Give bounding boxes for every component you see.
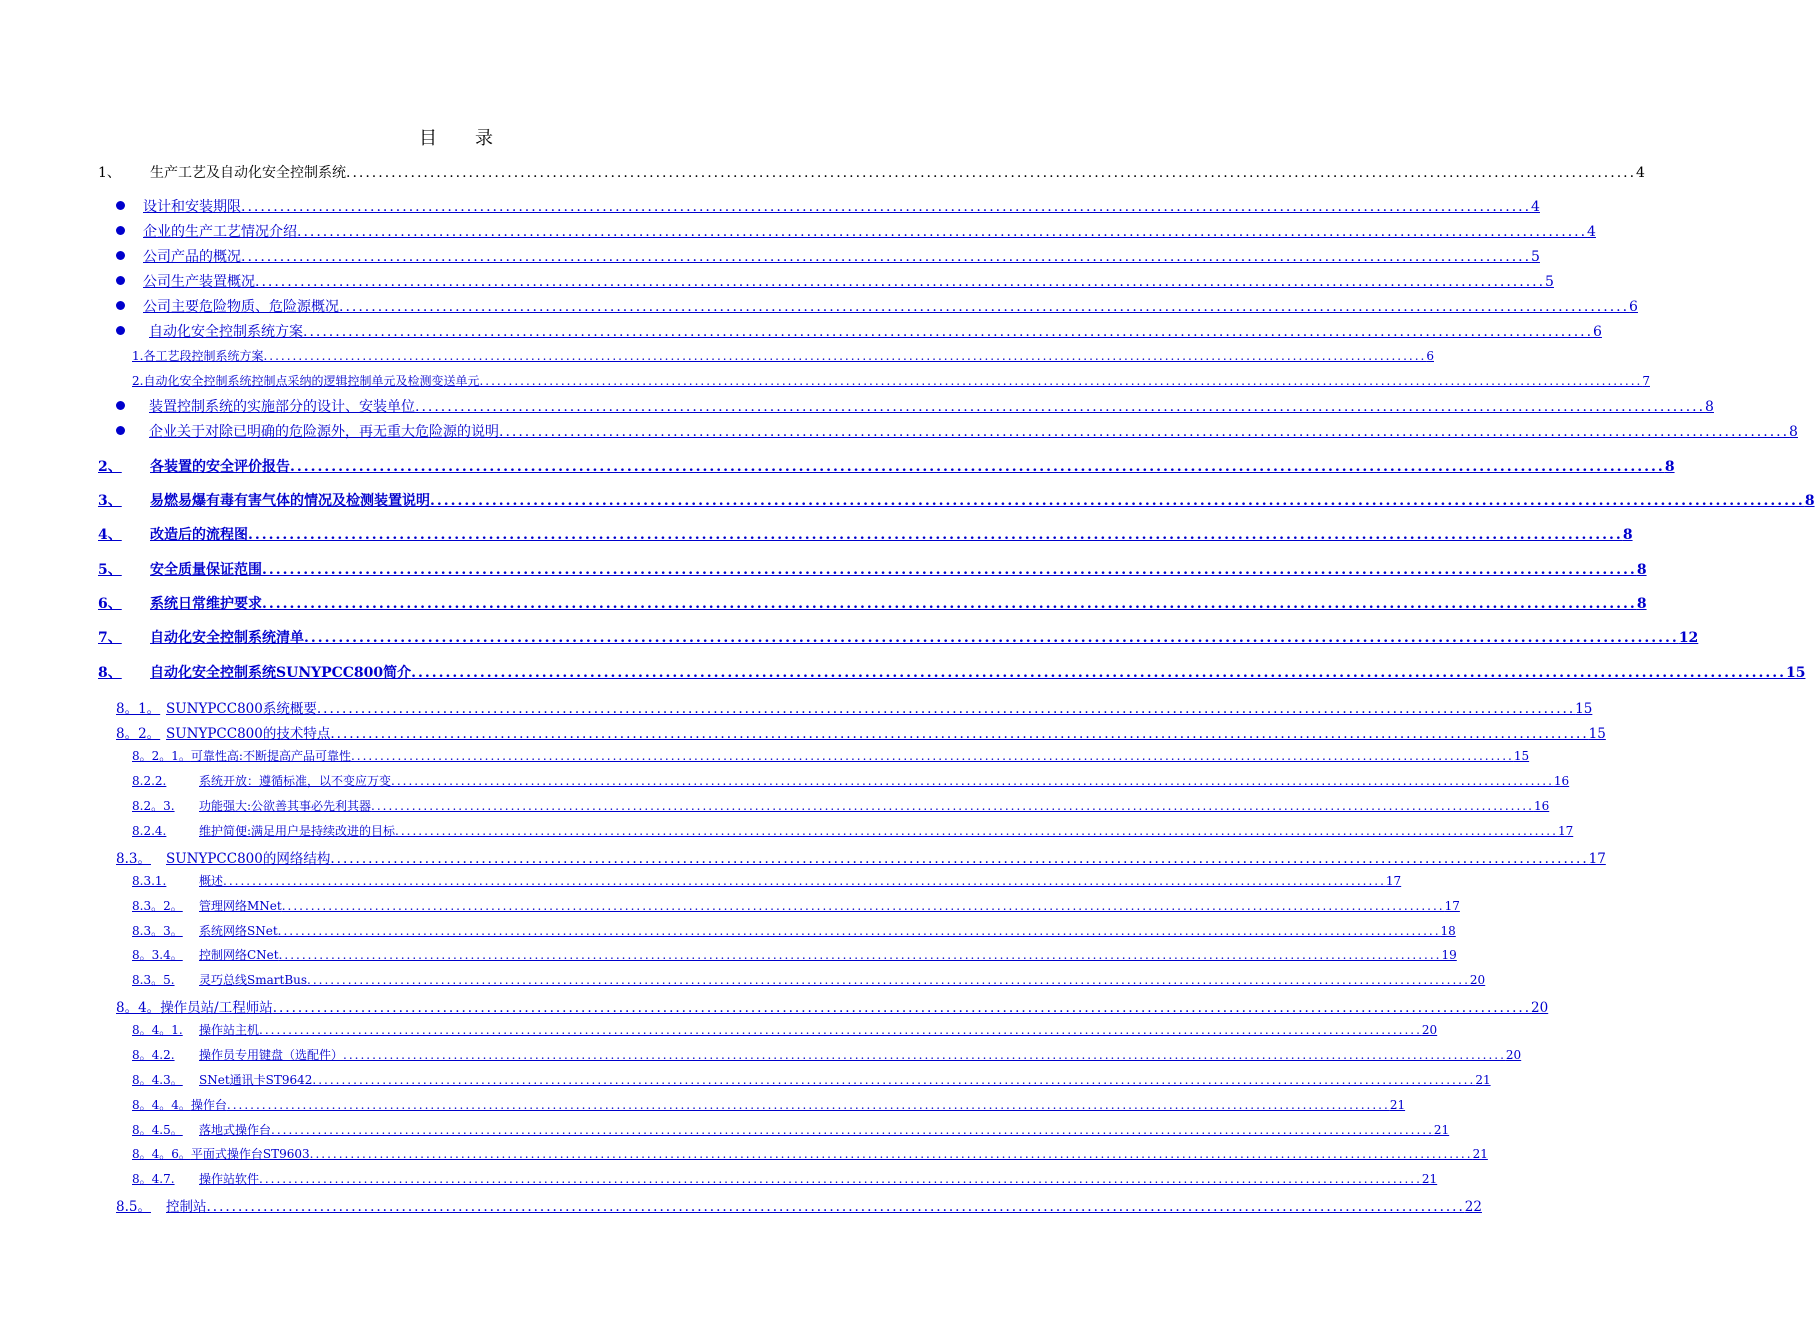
toc-entry[interactable] xyxy=(132,1021,1438,1038)
toc-entry-page: 20 xyxy=(1531,1000,1549,1016)
toc-leader-dots: ........................................................................................................................................................................................................ xyxy=(281,899,1445,913)
toc-entry[interactable] xyxy=(132,946,1457,963)
toc-entry-number: 8.2.4. xyxy=(132,824,167,838)
toc-leader-dots: ........................................................................................................................................................................................................ xyxy=(248,527,1623,543)
toc-leader-dots: ........................................................................................................................................................................................................ xyxy=(290,459,1665,475)
toc-entry-text: SUNYPCC800系统概要 xyxy=(166,701,317,717)
toc-entry-page: 8 xyxy=(1622,527,1633,543)
toc-entry-text: 生产工艺及自动化安全控制系统 xyxy=(150,165,346,181)
toc-leader-dots: ........................................................................................................................................................................................................ xyxy=(223,874,1386,888)
toc-entry-number: 8。4。1. xyxy=(132,1023,183,1037)
toc-entry-page: 4 xyxy=(1636,165,1645,181)
toc-entry-number: 8.3。 xyxy=(116,851,151,867)
bullet-icon xyxy=(116,276,125,285)
toc-entry-number: 8。4.2. xyxy=(132,1048,175,1062)
toc-entry-page: 5 xyxy=(1545,274,1554,290)
toc-entry[interactable] xyxy=(132,897,1460,914)
toc-entry-number: 1. xyxy=(132,349,144,363)
toc-entry-number: 7、 xyxy=(98,630,122,646)
toc-leader-dots: ........................................................................................................................................................................................................ xyxy=(262,596,1637,612)
bullet-icon xyxy=(116,201,125,210)
toc-entry[interactable] xyxy=(98,524,1633,544)
toc-entry-page: 21 xyxy=(1433,1123,1450,1137)
toc-entry-text: 各装置的安全评价报告 xyxy=(150,459,290,475)
toc-entry[interactable] xyxy=(98,627,1699,647)
toc-leader-dots: ........................................................................................................................................................................................................ xyxy=(479,374,1643,388)
toc-entry-text: SUNYPCC800的网络结构 xyxy=(166,851,331,867)
toc-entry-number: 8.2.2. xyxy=(132,774,167,788)
toc-entry[interactable] xyxy=(98,162,1645,182)
toc-entry-page: 18 xyxy=(1440,924,1456,938)
toc-leader-dots: ........................................................................................................................................................................................................ xyxy=(391,774,1554,788)
toc-entry-page: 15 xyxy=(1785,665,1806,681)
toc-entry-page: 4 xyxy=(1531,199,1540,215)
toc-entry[interactable] xyxy=(116,1195,1482,1215)
toc-entry-text: 易燃易爆有毒有害气体的情况及检测装置说明 xyxy=(150,493,430,509)
toc-entry-text: 落地式操作台 xyxy=(199,1123,272,1137)
toc-leader-dots: ........................................................................................................................................................................................................ xyxy=(430,493,1805,509)
toc-entry[interactable] xyxy=(116,246,1540,266)
toc-entry-page: 8 xyxy=(1804,493,1815,509)
toc-entry-number: 8。4。6。 xyxy=(132,1147,191,1161)
toc-entry-text: 企业关于对除已明确的危险源外，再无重大危险源的说明 xyxy=(149,424,499,440)
toc-entry-number: 8.3.1. xyxy=(132,874,167,888)
toc-leader-dots: ........................................................................................................................................................................................................ xyxy=(278,948,1442,962)
toc-leader-dots: ........................................................................................................................................................................................................ xyxy=(415,399,1706,415)
bullet-icon xyxy=(116,426,125,435)
toc-entry-text: SNet通讯卡ST9642 xyxy=(199,1073,313,1087)
toc-entry-page: 19 xyxy=(1441,948,1457,962)
toc-entry-number: 8。3.4。 xyxy=(132,948,183,962)
toc-entry-text: 装置控制系统的实施部分的设计、安装单位 xyxy=(149,399,415,415)
toc-leader-dots: ........................................................................................................................................................................................................ xyxy=(499,424,1790,440)
toc-entry-number: 6、 xyxy=(98,596,122,612)
toc-entry-text: SUNYPCC800的技术特点 xyxy=(166,726,331,742)
toc-leader-dots: ........................................................................................................................................................................................................ xyxy=(309,1147,1473,1161)
toc-entry-number: 8、 xyxy=(98,665,122,681)
toc-entry[interactable] xyxy=(132,347,1434,364)
toc-leader-dots: ........................................................................................................................................................................................................ xyxy=(303,324,1594,340)
toc-entry[interactable] xyxy=(132,872,1402,889)
toc-entry-page: 21 xyxy=(1421,1172,1438,1186)
toc-leader-dots: ........................................................................................................................................................................................................ xyxy=(262,562,1637,578)
toc-entry[interactable] xyxy=(132,971,1486,988)
toc-entry-number: 8。2。1。 xyxy=(132,749,191,763)
toc-entry[interactable] xyxy=(98,456,1675,476)
toc-entry-page: 6 xyxy=(1593,324,1602,340)
toc-leader-dots: ........................................................................................................................................................................................................ xyxy=(350,749,1514,763)
toc-entry[interactable] xyxy=(116,722,1606,742)
toc-entry-page: 20 xyxy=(1469,973,1486,987)
toc-entry-number: 8.5。 xyxy=(116,1199,151,1215)
toc-entry-page: 21 xyxy=(1475,1073,1491,1087)
toc-entry-page: 6 xyxy=(1426,349,1434,363)
toc-entry-text: 管理网络MNet xyxy=(199,899,282,913)
toc-entry-text: 改造后的流程图 xyxy=(150,527,248,543)
toc-entry-page: 8 xyxy=(1636,562,1647,578)
toc-entry[interactable] xyxy=(116,697,1593,717)
toc-entry[interactable] xyxy=(98,559,1647,579)
toc-entry-text: 各工艺段控制系统方案 xyxy=(143,349,264,363)
toc-entry-text: 系统网络SNet xyxy=(199,924,278,938)
toc-leader-dots: ........................................................................................................................................................................................................ xyxy=(263,349,1427,363)
toc-entry-text: 维护简便:满足用户是持续改进的目标 xyxy=(199,824,396,838)
toc-entry-text: 操作站主机 xyxy=(199,1023,260,1037)
toc-entry-page: 20 xyxy=(1421,1023,1438,1037)
toc-entry-text: 公司产品的概况 xyxy=(143,249,241,265)
toc-entry-text: 平面式操作台ST9603 xyxy=(190,1147,310,1161)
toc-entry[interactable] xyxy=(132,1145,1488,1162)
toc-entry[interactable] xyxy=(116,296,1638,316)
toc-leader-dots: ........................................................................................................................................................................................................ xyxy=(241,249,1532,265)
toc-entry[interactable] xyxy=(132,1121,1450,1138)
toc-entry-number: 2、 xyxy=(98,459,122,475)
toc-entry[interactable] xyxy=(116,396,1714,416)
toc-entry[interactable] xyxy=(116,271,1554,291)
bullet-icon xyxy=(116,401,125,410)
toc-entry-page: 8 xyxy=(1789,424,1798,440)
toc-leader-dots: ........................................................................................................................................................................................................ xyxy=(395,824,1558,838)
toc-entry-page: 17 xyxy=(1557,824,1574,838)
toc-leader-dots: ........................................................................................................................................................................................................ xyxy=(255,274,1546,290)
toc-entry-page: 12 xyxy=(1678,630,1699,646)
toc-entry-text: 控制站 xyxy=(166,1199,207,1215)
toc-entry[interactable] xyxy=(116,847,1606,867)
toc-entry[interactable] xyxy=(132,747,1530,764)
toc-leader-dots: ........................................................................................................................................................................................................ xyxy=(339,299,1630,315)
toc-entry-page: 21 xyxy=(1389,1098,1406,1112)
toc-entry-page: 16 xyxy=(1553,774,1570,788)
toc-entry[interactable] xyxy=(98,490,1815,510)
toc-entry-page: 8 xyxy=(1636,596,1647,612)
toc-entry[interactable] xyxy=(116,221,1596,241)
toc-entry-page: 6 xyxy=(1629,299,1638,315)
toc-entry-page: 16 xyxy=(1533,799,1550,813)
bullet-icon xyxy=(116,226,125,235)
toc-entry-number: 8。4。4。 xyxy=(132,1098,191,1112)
bullet-icon xyxy=(116,301,125,310)
toc-entry-number: 8。4.3。 xyxy=(132,1073,183,1087)
toc-entry-text: 操作台 xyxy=(190,1098,227,1112)
toc-entry-page: 4 xyxy=(1587,224,1596,240)
toc-leader-dots: ........................................................................................................................................................................................................ xyxy=(226,1098,1390,1112)
toc-entry-text: 设计和安装期限 xyxy=(143,199,241,215)
toc-leader-dots: ........................................................................................................................................................................................................ xyxy=(330,851,1589,867)
toc-entry-page: 15 xyxy=(1513,749,1530,763)
toc-entry-page: 17 xyxy=(1385,874,1402,888)
toc-entry-text: 控制网络CNet xyxy=(199,948,279,962)
toc-entry-number: 8.2。3. xyxy=(132,799,175,813)
toc-entry[interactable] xyxy=(132,1046,1522,1063)
toc-entry-text: 自动化安全控制系统SUNYPCC800简介 xyxy=(150,665,412,681)
toc-entry-text: 操作员专用键盘（选配件） xyxy=(199,1048,344,1062)
toc-leader-dots: ........................................................................................................................................................................................................ xyxy=(330,726,1589,742)
toc-entry-page: 20 xyxy=(1505,1048,1522,1062)
toc-entry-number: 8。4.5。 xyxy=(132,1123,183,1137)
toc-leader-dots: ........................................................................................................................................................................................................ xyxy=(297,224,1588,240)
toc-leader-dots: ........................................................................................................................................................................................................ xyxy=(307,973,1470,987)
toc-entry-text: 功能强大:公欲善其事必先利其器 xyxy=(199,799,372,813)
toc-entry-number: 8.3。2。 xyxy=(132,899,183,913)
toc-entry-text: 操作站软件 xyxy=(199,1172,260,1186)
toc-leader-dots: ........................................................................................................................................................................................................ xyxy=(371,799,1534,813)
toc-entry-number: 8。4.7. xyxy=(132,1172,175,1186)
toc-title: 目录 xyxy=(419,128,531,149)
toc-entry-text: 安全质量保证范围 xyxy=(150,562,262,578)
toc-leader-dots: ........................................................................................................................................................................................................ xyxy=(411,665,1786,681)
toc-entry-page: 7 xyxy=(1642,374,1650,388)
toc-entry-number: 8。2。 xyxy=(116,726,161,742)
toc-entry-text: 灵巧总线SmartBus xyxy=(199,973,308,987)
toc-leader-dots: ........................................................................................................................................................................................................ xyxy=(272,1000,1532,1016)
toc-entry-page: 15 xyxy=(1588,726,1606,742)
toc-entry[interactable] xyxy=(116,421,1798,441)
toc-entry-page: 5 xyxy=(1531,249,1540,265)
toc-leader-dots: ........................................................................................................................................................................................................ xyxy=(316,701,1576,717)
toc-leader-dots: ........................................................................................................................................................................................................ xyxy=(346,165,1637,181)
toc-leader-dots: ........................................................................................................................................................................................................ xyxy=(277,924,1441,938)
bullet-icon xyxy=(116,326,125,335)
toc-entry-text: 公司生产装置概况 xyxy=(143,274,255,290)
toc-entry-text: 系统开放：遵循标准，以不变应万变 xyxy=(199,774,392,788)
toc-entry[interactable] xyxy=(116,321,1602,341)
toc-leader-dots: ........................................................................................................................................................................................................ xyxy=(259,1023,1422,1037)
toc-entry[interactable] xyxy=(132,822,1574,839)
toc-leader-dots: ........................................................................................................................................................................................................ xyxy=(259,1172,1422,1186)
toc-entry-page: 21 xyxy=(1472,1147,1488,1161)
toc-entry-number: 3、 xyxy=(98,493,122,509)
toc-entry-text: 自动化安全控制系统方案 xyxy=(149,324,303,340)
toc-entry-number: 8.3。5. xyxy=(132,973,175,987)
toc-entry-page: 22 xyxy=(1464,1199,1482,1215)
toc-leader-dots: ........................................................................................................................................................................................................ xyxy=(304,630,1679,646)
toc-entry-text: 可靠性高:不断提高产品可靠性 xyxy=(190,749,351,763)
toc-entry[interactable] xyxy=(98,593,1647,613)
bullet-icon xyxy=(116,251,125,260)
toc-entry[interactable] xyxy=(116,996,1549,1016)
toc-entry-page: 17 xyxy=(1588,851,1606,867)
toc-entry-number: 1、 xyxy=(98,165,121,181)
toc-entry-text: 自动化安全控制系统清单 xyxy=(150,630,304,646)
toc-entry-text: 操作员站/工程师站 xyxy=(160,1000,273,1016)
toc-entry-page: 15 xyxy=(1575,701,1593,717)
toc-entry-page: 8 xyxy=(1664,459,1675,475)
toc-entry[interactable] xyxy=(132,1071,1491,1088)
toc-entry-page: 8 xyxy=(1705,399,1714,415)
toc-leader-dots: ........................................................................................................................................................................................................ xyxy=(206,1199,1465,1215)
toc-entry[interactable] xyxy=(116,196,1540,216)
toc-entry[interactable] xyxy=(132,772,1570,789)
toc-entry-number: 8。1。 xyxy=(116,701,161,717)
toc-leader-dots: ........................................................................................................................................................................................................ xyxy=(241,199,1532,215)
toc-entry-number: 4、 xyxy=(98,527,122,543)
toc-entry-page: 17 xyxy=(1444,899,1460,913)
toc-leader-dots: ........................................................................................................................................................................................................ xyxy=(343,1048,1506,1062)
toc-entry-number: 5、 xyxy=(98,562,122,578)
toc-entry-text: 企业的生产工艺情况介绍 xyxy=(143,224,297,240)
toc-entry-text: 自动化安全控制系统控制点采纳的逻辑控制单元及检测变送单元 xyxy=(143,374,480,388)
toc-entry[interactable] xyxy=(132,372,1650,389)
toc-entry-number: 8。4。 xyxy=(116,1000,161,1016)
toc-entry[interactable] xyxy=(132,797,1550,814)
toc-leader-dots: ........................................................................................................................................................................................................ xyxy=(312,1073,1476,1087)
toc-entry[interactable] xyxy=(132,1096,1406,1113)
toc-entry[interactable] xyxy=(98,662,1806,682)
toc-leader-dots: ........................................................................................................................................................................................................ xyxy=(271,1123,1434,1137)
toc-entry[interactable] xyxy=(132,1170,1438,1187)
toc-entry-text: 系统日常维护要求 xyxy=(150,596,262,612)
toc-entry-number: 2. xyxy=(132,374,144,388)
toc-entry[interactable] xyxy=(132,922,1456,939)
toc-entry-text: 概述 xyxy=(199,874,224,888)
toc-entry-number: 8.3。3。 xyxy=(132,924,183,938)
toc-entry-text: 公司主要危险物质、危险源概况 xyxy=(143,299,339,315)
